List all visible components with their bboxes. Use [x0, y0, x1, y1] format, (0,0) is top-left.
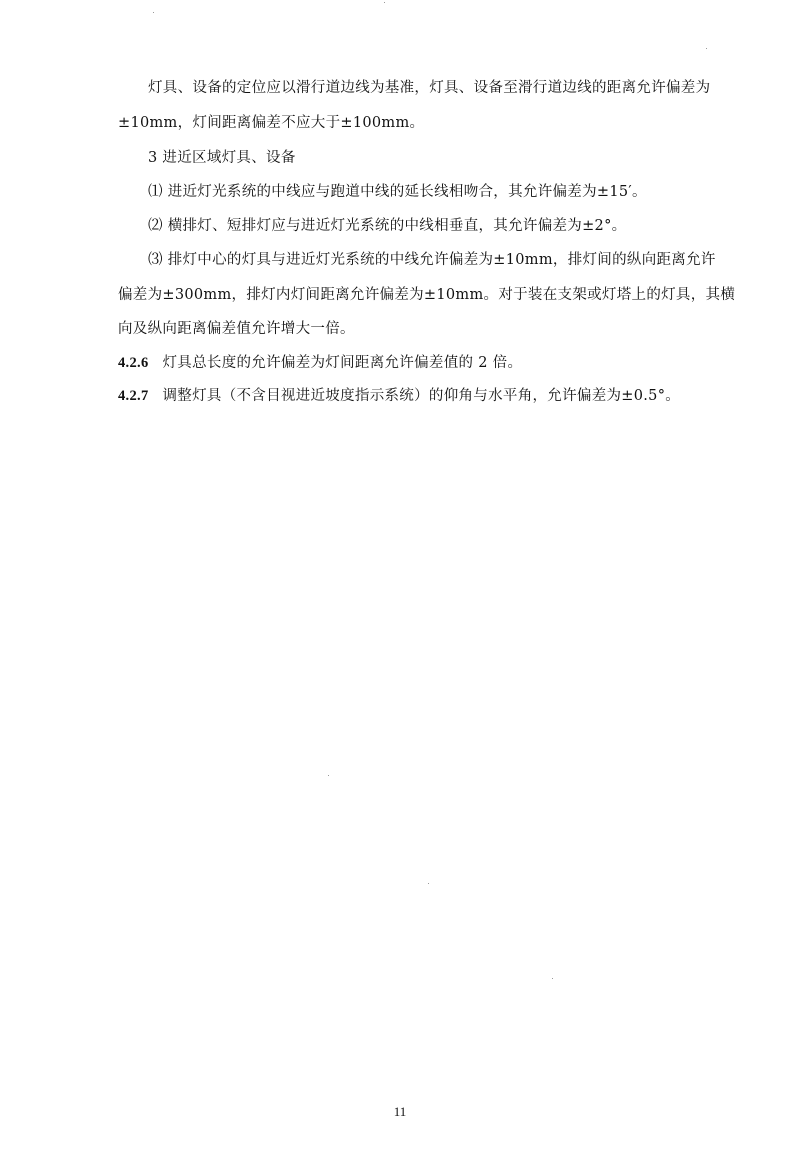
- scan-speck: [384, 2, 385, 3]
- scan-speck: [552, 978, 553, 979]
- scan-speck: [153, 12, 154, 13]
- list-item: ⑵ 横排灯、短排灯应与进近灯光系统的中线相垂直，其允许偏差为±2°。: [148, 218, 627, 234]
- scan-speck: [328, 775, 329, 776]
- item-heading: 3 进近区域灯具、设备: [148, 150, 296, 166]
- clause-4-2-6: [118, 353, 522, 373]
- scan-speck: [428, 883, 429, 884]
- paragraph-line: 灯具、设备的定位应以滑行道边线为基准，灯具、设备至滑行道边线的距离允许偏差为: [148, 80, 711, 96]
- clause-number: 4.2.7: [118, 388, 149, 404]
- clause-text: 灯具总长度的允许偏差为灯间距离允许偏差值的 2 倍。: [162, 355, 523, 371]
- list-item: ⑶ 排灯中心的灯具与进近灯光系统的中线允许偏差为±10mm，排灯间的纵向距离允许: [148, 252, 716, 268]
- scan-speck: [706, 48, 707, 49]
- paragraph-line: ±10mm，灯间距离偏差不应大于±100mm。: [118, 115, 425, 131]
- clause-text: 调整灯具（不含目视进近坡度指示系统）的仰角与水平角，允许偏差为±0.5°。: [162, 388, 681, 404]
- list-item: ⑴ 进近灯光系统的中线应与跑道中线的延长线相吻合，其允许偏差为±15′。: [148, 184, 647, 200]
- page-number: 11: [393, 1104, 407, 1119]
- paragraph-line: 偏差为±300mm，排灯内灯间距离允许偏差为±10mm。对于装在支架或灯塔上的灯具，其横: [118, 287, 736, 303]
- paragraph-line: 向及纵向距离偏差值允许增大一倍。: [118, 321, 355, 337]
- clause-number: 4.2.6: [118, 355, 149, 371]
- clause-4-2-7: [118, 386, 680, 406]
